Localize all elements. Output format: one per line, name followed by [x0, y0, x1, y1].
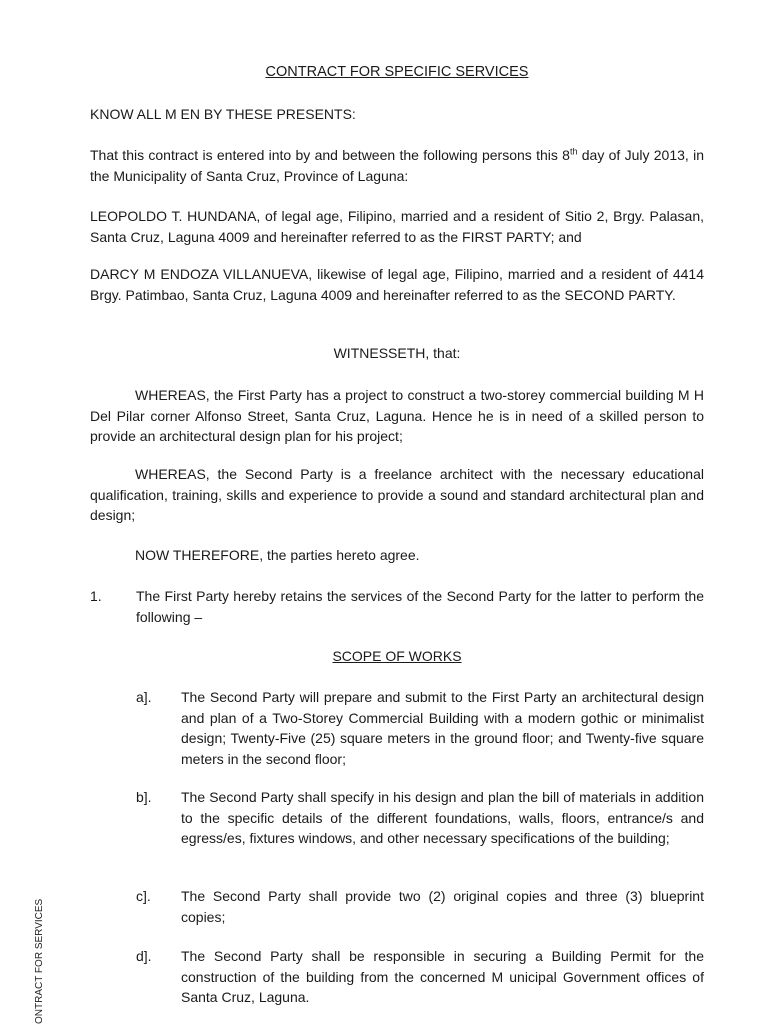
side-margin-label: ONTRACT FOR SERVICES: [34, 898, 45, 1024]
whereas-first-paragraph: WHEREAS, the First Party has a project to construct a two-storey commercial building M H Del Pilar corner Alfonso Street, Santa Cruz, Laguna. Hence he is in need of a skilled person to provide an architectural design plan for his project;: [90, 387, 704, 444]
whereas-second-paragraph: WHEREAS, the Second Party is a freelance architect with the necessary educational qualification, training, skills and experience to provide a sound and standard architectural plan and design;: [90, 466, 704, 523]
now-therefore-paragraph: NOW THEREFORE, the parties hereto agree.: [135, 547, 420, 563]
document-title: CONTRACT FOR SPECIFIC SERVICES: [265, 64, 529, 80]
salutation: KNOW ALL M EN BY THESE PRESENTS:: [90, 106, 356, 122]
scope-item-label: b].: [136, 789, 152, 805]
scope-item-text: The Second Party shall be responsible in securing a Building Permit for the construction of the building from the concerned M unicipal Government offices of Santa Cruz, Laguna.: [181, 948, 704, 1005]
item-number: 1.: [90, 588, 102, 604]
scope-item-label: a].: [136, 689, 152, 705]
intro-text-start: That this contract is entered into by and between the following persons this 8: [90, 147, 570, 163]
intro-text-end: day of July 2013, in the Municipality of Santa Cruz, Province of Laguna:: [90, 147, 704, 184]
intro-paragraph: [90, 145, 704, 186]
scope-item-label: d].: [136, 948, 152, 964]
scope-heading: SCOPE OF WORKS: [332, 648, 462, 664]
scope-item-text: The Second Party shall specify in his design and plan the bill of materials in addition to the specific details of the different foundations, walls, floors, entrance/s and egress/es, fixtures windows, and other necessary specifications of the building;: [181, 789, 704, 846]
witnesseth-heading: WITNESSETH, that:: [333, 345, 461, 361]
item-text: The First Party hereby retains the services of the Second Party for the latter to perform the following –: [136, 588, 704, 625]
second-party-paragraph: DARCY M ENDOZA VILLANUEVA, likewise of legal age, Filipino, married and a resident of 4414 Brgy. Patimbao, Santa Cruz, Laguna 4009 and hereinafter referred to as the SECOND PARTY.: [90, 266, 704, 303]
scope-item-text: The Second Party shall provide two (2) original copies and three (3) blueprint copies;: [181, 888, 704, 925]
intro-superscript: th: [569, 146, 578, 157]
first-party-paragraph: LEOPOLDO T. HUNDANA, of legal age, Filipino, married and a resident of Sitio 2, Brgy. Palasan, Santa Cruz, Laguna 4009 and hereinafter referred to as the FIRST PARTY; and: [90, 208, 704, 245]
scope-item-text: The Second Party will prepare and submit to the First Party an architectural design and plan of a Two-Storey Commercial Building with a modern gothic or minimalist design; Twenty-Five (25) square meters in the ground floor; and Twenty-five square meters in the second floor;: [181, 689, 704, 767]
scope-item-label: c].: [136, 888, 151, 904]
